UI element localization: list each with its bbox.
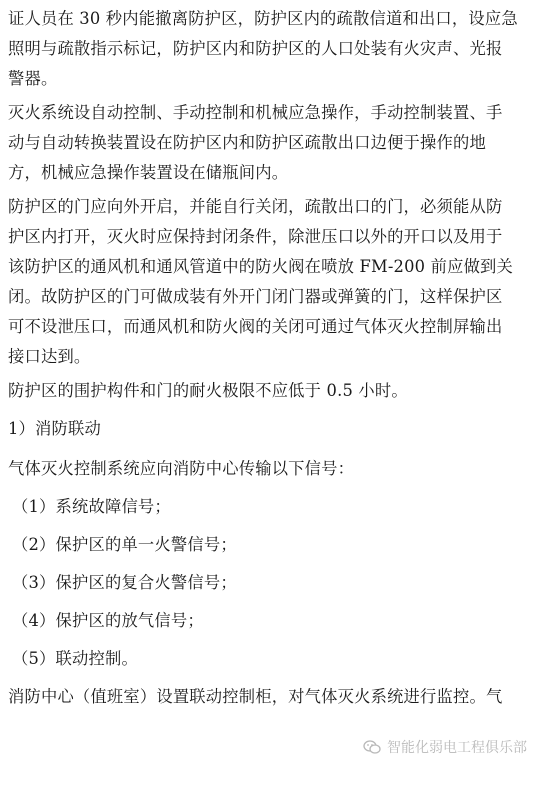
text-line: 照明与疏散指示标记，防护区内和防护区的人口处装有火灾声、光报 (8, 39, 503, 58)
signal-list (8, 492, 530, 674)
paragraph-1 (8, 4, 530, 94)
list-item: （4）保护区的放气信号； (12, 611, 204, 630)
text-line: 闭。故防护区的门可做成装有外开门闭门器或弹簧的门，这样保护区 (8, 287, 503, 306)
text-line: 可不设泄压口，而通风机和防火阀的关闭可通过气体灭火控制屏输出 (8, 317, 503, 336)
section-heading: 1）消防联动 (8, 419, 101, 438)
paragraph-2 (8, 98, 530, 188)
paragraph-3 (8, 192, 530, 372)
paragraph-4 (8, 376, 530, 406)
text-line: 警器。 (8, 69, 58, 88)
text-line: 消防中心（值班室）设置联动控制柜，对气体灭火系统进行监控。气 (8, 687, 503, 706)
text-line: 防护区的围护构件和门的耐火极限不应低于 0.5 小时。 (8, 381, 408, 400)
text-line: 防护区的门应向外开启，并能自行关闭，疏散出口的门，必须能从防 (8, 197, 503, 216)
list-item: （3）保护区的复合火警信号； (12, 573, 237, 592)
watermark-text: 智能化弱电工程俱乐部 (387, 740, 527, 756)
signals-intro: 气体灭火控制系统应向消防中心传输以下信号： (8, 459, 355, 478)
list-item: （1）系统故障信号； (12, 497, 171, 516)
text-line: 接口达到。 (8, 347, 91, 366)
text-line: 方，机械应急操作装置设在储瓶间内。 (8, 163, 289, 182)
text-line: 灭火系统设自动控制、手动控制和机械应急操作，手动控制装置、手 (8, 103, 503, 122)
text-line: 证人员在 30 秒内能撤离防护区，防护区内的疏散信道和出口，设应急 (8, 9, 518, 28)
document-page (8, 4, 530, 712)
text-line: 动与自动转换装置设在防护区内和防护区疏散出口边便于操作的地 (8, 133, 486, 152)
list-item: （2）保护区的单一火警信号； (12, 535, 237, 554)
watermark (363, 737, 527, 757)
list-item: （5）联动控制。 (12, 649, 138, 668)
text-line: 该防护区的通风机和通风管道中的防火阀在喷放 FM-200 前应做到关 (8, 257, 514, 276)
wechat-icon (363, 740, 381, 754)
text-line: 护区内打开，灭火时应保持封闭条件，除泄压口以外的开口以及用于 (8, 227, 503, 246)
